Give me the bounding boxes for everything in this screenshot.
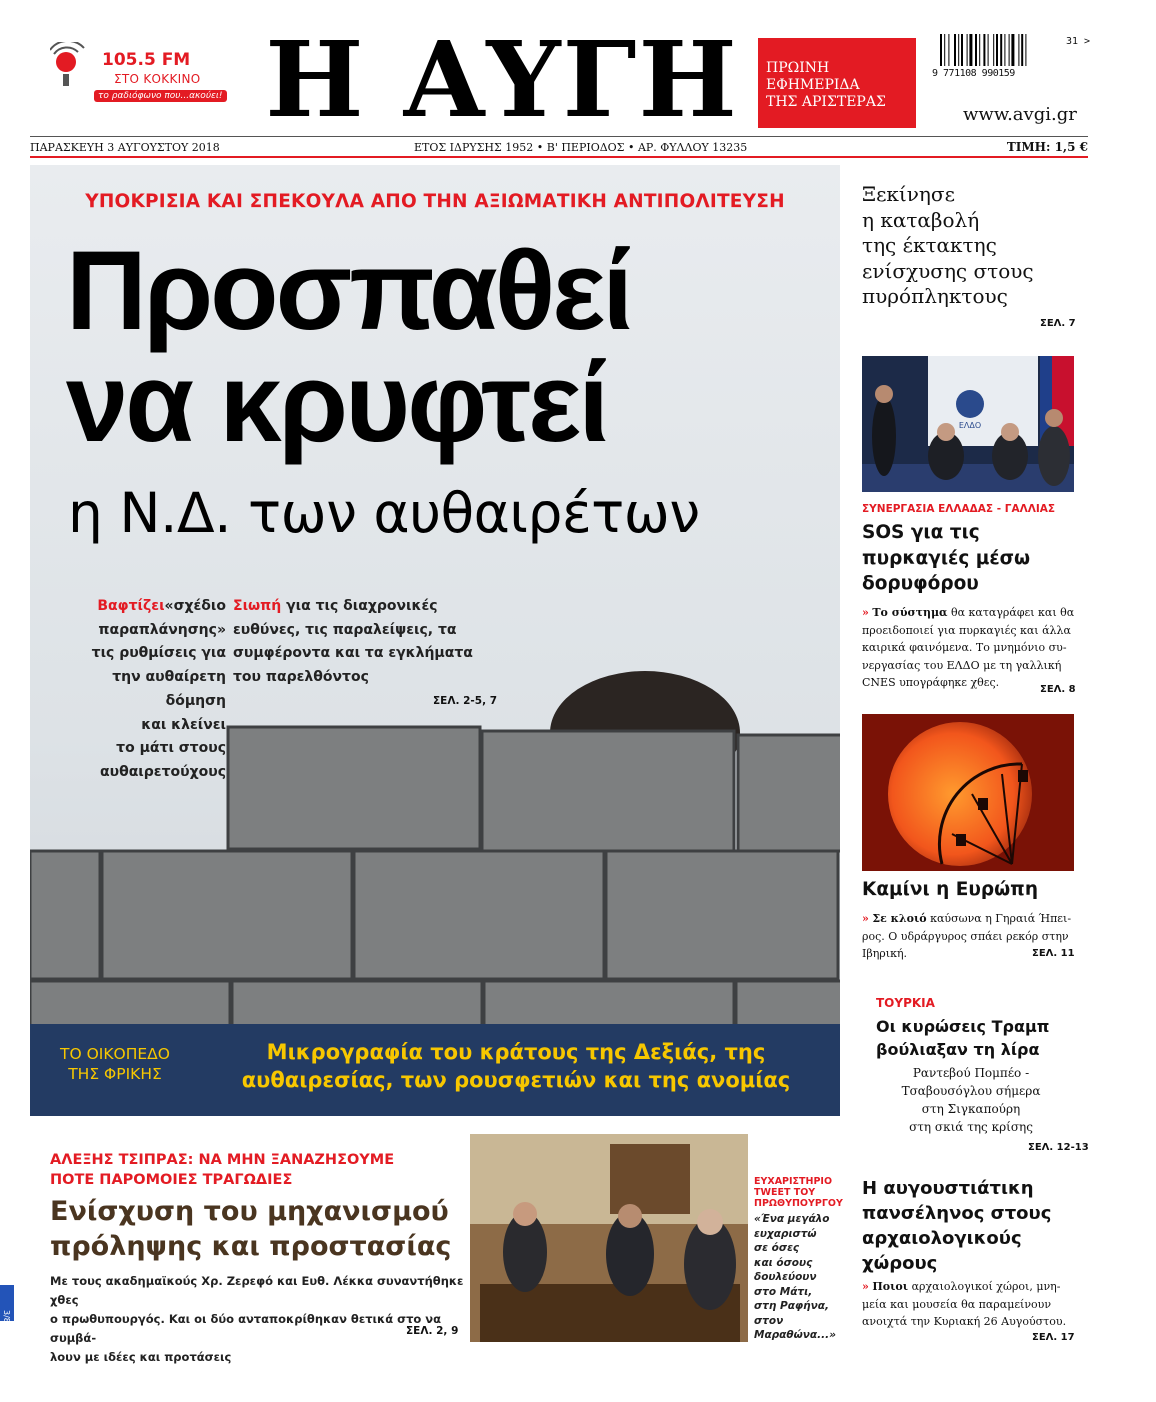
banner-text [206,1038,826,1094]
tweet-line: δουλεύουν [754,1271,817,1283]
main-headline [66,228,631,465]
s3-headline: Καμίνι η Ευρώπη [862,879,1038,900]
col1-line: τις ρυθμίσεις για [91,645,226,662]
headline-line-2: να κρυφτεί [66,340,607,465]
barcode-stripe [940,34,942,66]
masthead-tagline-box [758,38,916,128]
tweet-quote [754,1176,843,1343]
tagline-line: ΠΡΩΙΝΗ [766,60,830,76]
s5-body [862,1278,1076,1331]
s1-page-ref: ΣΕΛ. 7 [1040,318,1076,329]
tweet-kicker-line: ΠΡΩΘΥΠΟΥΡΓΟΥ [754,1198,843,1209]
barcode-stripe [948,34,949,66]
tweet-line: σε όσες [754,1242,800,1254]
edge-mark: 3/8 [2,1310,11,1323]
s5-headline [862,1176,1076,1276]
s4-body-line: Ραντεβού Πομπέο - [912,1066,1030,1080]
website-url: www.avgi.gr [963,104,1077,125]
tagline-line: ΤΗΣ ΑΡΙΣΤΕΡΑΣ [766,94,886,110]
bottom-kicker-line: ΑΛΕΞΗΣ ΤΣΙΠΡΑΣ: ΝΑ ΜΗΝ ΞΑΝΑΖΗΣΟΥΜΕ [50,1152,395,1168]
s2-headline-line: πυρκαγιές μέσω [862,547,1031,569]
barcode-stripe [967,34,968,66]
double-chevron-icon: » [862,912,869,925]
s2-headline [862,520,1076,597]
barcode-stripe [1025,34,1026,66]
barcode-stripe [1000,34,1002,66]
bottom-headline-line: πρόληψης και προστασίας [50,1231,452,1262]
main-kicker: ΥΠΟΚΡΙΣΙΑ ΚΑΙ ΣΠΕΚΟΥΛΑ ΑΠΟ ΤΗΝ ΑΞΙΩΜΑΤΙΚΗ ΑΝΤΙΠΟΛΙΤΕΥΣΗ [85,191,785,212]
bottom-kicker [50,1150,394,1190]
tweet-line: και όσους [754,1256,813,1269]
s4-body [876,1064,1066,1136]
radio-station: ΣΤΟ ΚΟΚΚΙΝΟ [114,72,201,86]
main-page-ref: ΣΕΛ. 2-5, 7 [433,695,498,707]
s5-headline-line: χώρους [862,1253,938,1274]
s4-body-line: στη σκιά της κρίσης [909,1120,1033,1134]
banner-label-line: ΤΗΣ ΦΡΙΚΗΣ [68,1065,162,1083]
radio-frequency: 105.5 FM [102,50,191,70]
s5-lead: Ποιοι [872,1280,909,1293]
s3-body-line: ρος. Ο υδράργυρος σπάει ρεκόρ στην [862,929,1069,943]
main-text-column-1 [50,595,226,785]
tweet-line: «Ένα μεγάλο [754,1213,830,1225]
s2-body-line: νεργασίας του ΕΛΔΟ με τη γαλλική [862,658,1062,672]
bottom-body [50,1272,464,1367]
s3-lead: Σε κλοιό [872,912,927,925]
barcode-stripe [961,34,963,66]
double-chevron-icon: » [862,606,869,619]
s2-page-ref: ΣΕΛ. 8 [1040,684,1076,695]
sunset-ferris-wheel-photo [862,714,1074,871]
s1-line: πυρόπληκτους [862,284,1008,308]
s4-kicker: ΤΟΥΡΚΙΑ [876,996,935,1010]
bottom-body-line: λουν με ιδέες και προτάσεις [50,1350,232,1364]
tweet-kicker-line: ΕΥΧΑΡΙΣΤΗΡΙΟ [754,1176,833,1187]
barcode-stripe [1011,34,1014,66]
main-story [30,165,840,1115]
barcode-stripe [1021,34,1023,66]
s3-page-ref: ΣΕΛ. 11 [1032,948,1075,959]
issue-price: ΤΙΜΗ: 1,5 € [1006,140,1088,154]
col1-line: δόμηση [165,692,226,709]
banner-label [40,1044,190,1084]
barcode-stripe [1018,34,1019,66]
main-subhead: η Ν.Δ. των αυθαιρέτων [68,481,700,545]
col2-line: συμφέροντα και τα εγκλήματα [233,645,473,662]
s2-body-line: θα καταγράφει και θα [947,606,1075,619]
sidebar-story-1-headline [862,182,1076,310]
bottom-headline [50,1194,451,1264]
s2-lead: Το σύστημα [872,606,948,619]
barcode-stripe [954,34,956,66]
tweet-line: στον [754,1314,784,1327]
tweet-line: ευχαριστώ [754,1227,817,1240]
barcode-stripe [944,34,945,66]
issue-info: ΕΤΟΣ ΙΔΡΥΣΗΣ 1952 • Β' ΠΕΡΙΟΔΟΣ • ΑΡ. ΦΥΛΛΟΥ 13235 [414,141,748,154]
bottom-kicker-line: ΠΟΤΕ ΠΑΡΟΜΟΙΕΣ ΤΡΑΓΩΔΙΕΣ [50,1172,293,1188]
col1-lead: Βαφτίζει [97,598,165,614]
banner-bar [30,1024,840,1116]
banner-text-line: Μικρογραφία του κράτους της Δεξιάς, της [266,1040,766,1064]
newspaper-title: Η ΑΥΓΗ [265,18,739,141]
s2-body [862,604,1076,692]
bottom-page-ref: ΣΕΛ. 2, 9 [406,1325,459,1337]
banner-text-line: αυθαιρεσίας, των ρουσφετιών και της ανομίας [241,1068,791,1092]
col1-line: αυθαιρετούχους [100,763,226,780]
s5-body-line: μεία και μουσεία θα παραμείνουν [862,1297,1052,1311]
headline-line-1: Προσπαθεί [66,228,631,353]
s2-headline-line: SOS για τις [862,522,980,543]
s2-body-line: προειδοποιεί για πυρκαγιές και άλλα [862,623,1071,637]
s1-line: ενίσχυσης στους [862,258,1034,283]
barcode-stripe [988,34,989,66]
barcode-stripe [993,34,994,66]
tweet-line: Μαραθώνα...» [754,1329,836,1341]
tweet-line: στο Μάτι, [754,1285,813,1298]
radio-tagline: το ραδιόφωνο που...ακούει! [94,90,227,102]
col1-line: το μάτι στους [116,740,226,757]
s2-body-line: CNES υπογράφηκε χθες. [862,676,1000,689]
s2-body-line: καιρικά φαινόμενα. Το μνημόνιο συ- [862,641,1067,654]
s5-body-line: ανοιχτά την Κυριακή 26 Αυγούστου. [862,1315,1067,1328]
meeting-photo [470,1134,748,1342]
s4-headline [876,1015,1066,1061]
banner-label-line: ΤΟ ΟΙΚΟΠΕΔΟ [60,1045,170,1063]
col1-line: και κλείνει [141,716,226,733]
barcode-stripe [996,34,998,66]
s5-body-line: αρχαιολογικοί χώροι, μνη- [908,1280,1061,1293]
radio-ad [50,38,230,108]
s1-line: της έκτακτης [862,233,997,257]
s5-headline-line: αρχαιολογικούς [862,1228,1022,1249]
barcode-stripe [983,34,985,66]
bottom-body-line: Με τους ακαδημαϊκούς Χρ. Ζερεφό και Ευθ. Λέκκα συναντήθηκε χθες [50,1274,464,1307]
col1-line: την αυθαίρετη [112,669,226,686]
barcode-stripe [975,34,977,66]
s4-body-line: στη Σιγκαπούρη [921,1102,1021,1116]
barcode-number: 9 771108 990159 [932,68,1015,79]
double-chevron-icon: » [862,1280,869,1293]
barcode-stripe [1004,34,1005,66]
s4-page-ref: ΣΕΛ. 12-13 [1028,1142,1089,1153]
col1-line: παραπλάνησης» [98,621,226,638]
col2-line: του παρελθόντος [233,669,369,686]
bottom-body-line: ο πρωθυπουργός. Και οι δύο ανταποκρίθηκαν θετικά στο να συμβά- [50,1312,442,1345]
s4-headline-line: βούλιαξαν τη λίρα [876,1040,1040,1059]
signing-ceremony-photo [862,356,1074,492]
s4-body-line: Τσαβουσόγλου σήμερα [901,1084,1041,1098]
tweet-kicker [754,1176,843,1209]
col2-line: για τις διαχρονικές [281,598,438,614]
tweet-kicker-line: TWEET ΤΟΥ [754,1187,816,1198]
s5-headline-line: Η αυγουστιάτικη [862,1178,1034,1199]
s2-kicker: ΣΥΝΕΡΓΑΣΙΑ ΕΛΛΑΔΑΣ - ΓΑΛΛΙΑΣ [862,503,1056,515]
barcode-stripe [958,34,959,66]
s1-line: Ξεκίνησε [862,182,955,206]
bottom-headline-line: Ενίσχυση του μηχανισμού [50,1196,449,1227]
barcode [940,34,1062,66]
barcode-stripe [1009,34,1010,66]
s2-headline-line: δορυφόρου [862,573,979,594]
barcode-stripe [979,34,980,66]
dateline-bar [30,136,1088,158]
s3-body-line: Ιβηρική. [862,947,908,960]
issue-date: ΠΑΡΑΣΚΕΥΗ 3 ΑΥΓΟΥΣΤΟΥ 2018 [30,141,220,154]
s4-headline-line: Οι κυρώσεις Τραμπ [876,1017,1050,1036]
barcode-stripe [969,34,972,66]
s3-body-line: καύσωνα η Γηραιά Ήπει- [926,912,1072,925]
tagline-line: ΕΦΗΜΕΡΙΔΑ [766,77,860,93]
issue-code: 31 > [1066,36,1091,47]
s1-line: η καταβολή [862,207,980,232]
s5-page-ref: ΣΕΛ. 17 [1032,1332,1075,1343]
col2-line: ευθύνες, τις παραλείψεις, τα [233,621,457,638]
col2-lead: Σιωπή [233,598,282,614]
s5-headline-line: πανσέληνος στους [862,1203,1052,1224]
main-text-column-2 [233,595,523,690]
col1-line: «σχέδιο [164,598,226,614]
tweet-line: στη Ραφήνα, [754,1300,829,1312]
photo-sign-text: ΕΛΔΟ [958,421,982,430]
radio-microphone-icon [50,42,90,92]
